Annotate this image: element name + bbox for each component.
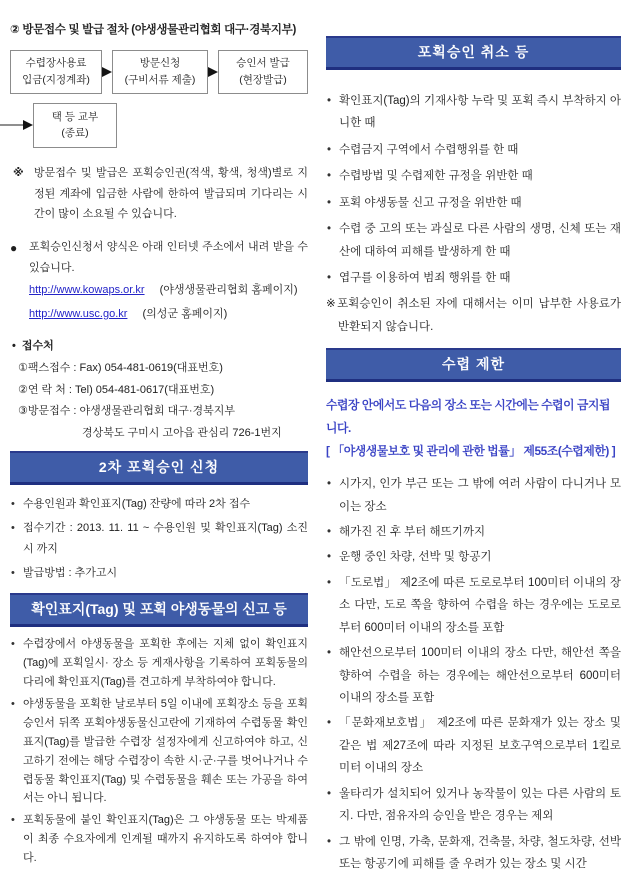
list-item: • 접수기간 : 2013. 11. 11 ~ 수용인원 및 확인표지(Tag) 소진 시 까지 <box>10 518 308 561</box>
section-header-hunting-restriction: 수렵 제한 <box>326 348 621 382</box>
arrow-right-icon <box>211 71 215 73</box>
link-row <box>29 303 308 327</box>
list-item: • 수렵장에서 야생동물을 포획한 후에는 지체 없이 확인표지(Tag)에 포획일시· 장소 등 게재사항을 기록하여 포획동물의 다리에 확인표지(Tag)를 견고하게 부착하여야 합니다. <box>10 635 308 692</box>
issuance-flowchart <box>10 50 308 148</box>
flowchart-row-1 <box>10 50 308 94</box>
cancel-refund-note: ※포획승인이 취소된 자에 대해서는 이미 납부한 사용료가 반환되지 않습니다. <box>326 298 621 333</box>
procedure-title: ② 방문접수 및 발급 절차 (야생생물관리협회 대구·경북지부) <box>10 24 297 36</box>
reception-address: 경상북도 구미시 고아읍 관심리 726-1번지 <box>82 426 282 439</box>
reception-visit: ③방문접수 : 야생생물관리협회 대구·경북지부 <box>18 405 236 418</box>
list-item: • 해가진 진 후 부터 해뜨기까지 <box>326 521 621 543</box>
flow-step-visit-apply: 방문신청 (구비서류 제출) <box>112 50 208 94</box>
link-row <box>29 279 308 303</box>
list-item: • 엽구를 이용하여 범죄 행위를 한 때 <box>326 267 621 289</box>
section-header-approval-cancel: 포획승인 취소 등 <box>326 36 621 70</box>
list-item: • 포획동물에 붙인 확인표지(Tag)은 그 야생동물 또는 박제품이 최종 수요자에게 인계될 때까지 유지하도록 하여야 합니다. <box>10 811 308 868</box>
section-header-tag-report: 확인표지(Tag) 및 포획 야생동물의 신고 등 <box>10 593 308 627</box>
list-item: • 수렵금지 구역에서 수렵행위를 한 때 <box>326 139 621 161</box>
download-links <box>29 279 308 326</box>
section-header-second-approval: 2차 포획승인 신청 <box>10 451 308 485</box>
flow-step-fee-deposit: 수렵장사용료 입금(지정계좌) <box>10 50 102 94</box>
tag-report-list <box>10 635 308 868</box>
kowaps-link-label: (야생생물관리협회 홈페이지) <box>159 283 298 296</box>
list-item: • 시가지, 인가 부근 또는 그 밖에 여러 사람이 다니거나 모이는 장소 <box>326 473 621 518</box>
bullet-icon: • <box>12 340 16 353</box>
restriction-list <box>326 473 621 875</box>
list-item: • 수렵 중 고의 또는 과실로 다른 사람의 생명, 신체 또는 재산에 대하여 피해를 발생하게 한 때 <box>326 218 621 263</box>
list-item: • 「도로법」 제2조에 따른 도로로부터 100미터 이내의 장소 다만, 도로 쪽을 향하여 수렵을 하는 경우에는 도로로부터 600미터 이내의 장소를 포함 <box>326 572 621 639</box>
flowchart-row-2 <box>10 103 308 149</box>
list-item: • 수렵방법 및 수렵제한 규정을 위반한 때 <box>326 165 621 187</box>
restriction-intro-line1: 수렵장 안에서도 다음의 장소 또는 시간에는 수렵이 금지됩니다. <box>326 398 611 436</box>
form-download-note <box>10 237 308 278</box>
second-approval-list <box>10 494 308 584</box>
list-item: • 포획 야생동물 신고 규정을 위반한 때 <box>326 192 621 214</box>
right-column <box>326 0 621 878</box>
list-item: • 수용인원과 확인표지(Tag) 잔량에 따라 2차 접수 <box>10 494 308 515</box>
arrow-right-icon <box>0 124 30 126</box>
list-item: • 「문화재보호법」 제2조에 따른 문화재가 있는 장소 및 같은 법 제27조에 따라 지정된 보호구역으로부터 1킬로미터 이내의 장소 <box>326 712 621 779</box>
list-item: • 야생동물을 포획한 날로부터 5일 이내에 포획장소 등을 포획승인서 뒤쪽 포획야생동물신고란에 기재하여 수렵동물 확인표지(Tag)를 발급한 수렵장 설정자에게 신고하여야 하고, 신고하기 전에는 해당 수렵장이 속한 시·군·구를 벗어나거나 수렵동물 확인표지(Tag) 및 수렵동물을 훼손 또는 가공을 하여서는 아니 됩니다. <box>10 695 308 808</box>
approval-cancel-list <box>326 90 621 289</box>
filled-circle-bullet-icon: ● <box>10 241 18 256</box>
list-item: • 해안선으로부터 100미터 이내의 장소 다만, 해안선 쪽을 향하여 수렵을 하는 경우에는 해안선으로부터 600미터 이내의 장소를 포함 <box>326 642 621 709</box>
reception-title: • 접수처 <box>12 340 54 353</box>
reception-tel: ②연 락 처 : Tel) 054-481-0617(대표번호) <box>18 383 215 396</box>
reception-info <box>10 336 308 444</box>
list-item: • 발급방법 : 추가고시 <box>10 563 308 584</box>
restriction-intro <box>326 394 621 463</box>
kowaps-link[interactable]: http://www.kowaps.or.kr <box>29 283 145 296</box>
visit-reception-note <box>10 163 308 224</box>
restriction-intro-line2: [ 「야생생물보호 및 관리에 관한 법률」 제55조(수렵제한) ] <box>326 444 616 459</box>
flow-step-approval-issue: 승인서 발급 (현장발급) <box>218 50 308 94</box>
flow-step-tag-handout: 택 등 교부 (종료) <box>33 103 117 149</box>
list-item: • 울타리가 설치되어 있거나 농작물이 있는 다른 사람의 토지. 다만, 점유자의 승인을 받은 경우는 제외 <box>326 783 621 828</box>
visit-note-text: 방문접수 및 발급은 포획승인권(적색, 황색, 청색)별로 지정된 계좌에 입금한 사람에 한하여 발급되며 기다리는 시간이 많이 소요될 수 있습니다. <box>34 167 308 220</box>
download-note-text: 포획승인신청서 양식은 아래 인터넷 주소에서 내려 받을 수 있습니다. <box>29 241 308 274</box>
usc-link[interactable]: http://www.usc.go.kr <box>29 307 128 320</box>
list-item: • 확인표지(Tag)의 기재사항 누락 및 포획 즉시 부착하지 아니한 때 <box>326 90 621 135</box>
list-item: • 그 밖에 인명, 가축, 문화재, 건축물, 차량, 철도차량, 선박 또는 항공기에 피해를 줄 우려가 있는 장소 및 시간 <box>326 831 621 876</box>
arrow-right-icon <box>105 71 109 73</box>
usc-link-label: (의성군 홈페이지) <box>142 307 228 320</box>
left-column <box>10 0 308 878</box>
reception-fax: ①팩스접수 : Fax) 054-481-0619(대표번호) <box>18 361 223 374</box>
asterisk-marker-icon: ※ <box>13 167 24 180</box>
list-item: • 운행 중인 차량, 선박 및 항공기 <box>326 546 621 568</box>
